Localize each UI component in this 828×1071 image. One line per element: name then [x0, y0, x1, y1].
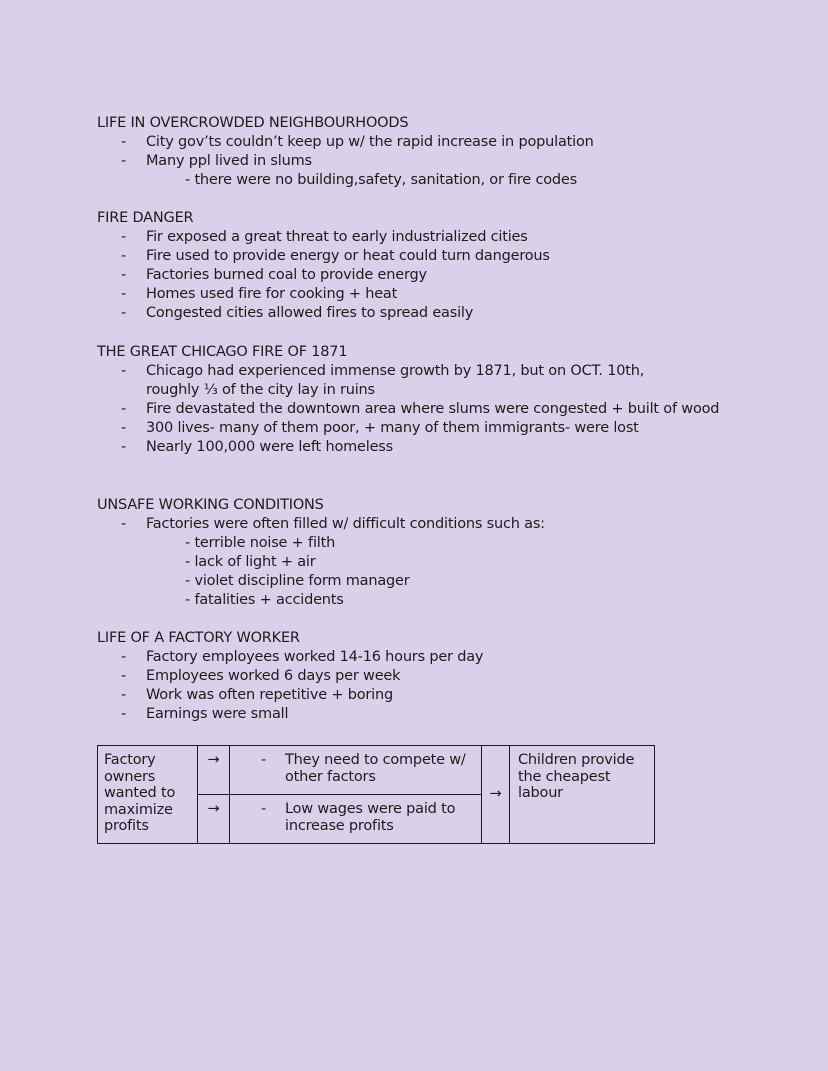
bullet-item: - Factories burned coal to provide energy	[121, 267, 427, 283]
sub-item: - terrible noise + filth	[185, 535, 336, 551]
section-unsafe-conditions	[97, 496, 797, 610]
arrow-icon: →	[198, 746, 230, 795]
result-cell: Children provide the cheapest labour	[510, 746, 655, 844]
bullet-item: - Earnings were small	[121, 706, 289, 722]
bullet-item: - Factories were often filled w/ difficult conditions such as:	[121, 516, 545, 532]
bullet-item: - Fire used to provide energy or heat could turn dangerous	[121, 248, 550, 264]
section-heading: UNSAFE WORKING CONDITIONS	[97, 497, 324, 513]
bullet-item: - Work was often repetitive + boring	[121, 687, 394, 703]
section-heading: LIFE IN OVERCROWDED NEIGHBOURHOODS	[97, 115, 409, 131]
section-heading: THE GREAT CHICAGO FIRE OF 1871	[97, 344, 348, 360]
cause-effect-table	[97, 745, 655, 844]
bullet-item: - 300 lives- many of them poor, + many of them immigrants- were lost	[121, 420, 639, 436]
section-heading: FIRE DANGER	[97, 210, 194, 226]
reason-cell: - They need to compete w/ other factors	[230, 746, 482, 795]
section-factory-worker	[97, 629, 797, 724]
bullet-item: - Nearly 100,000 were left homeless	[121, 439, 394, 455]
bullet-item: - Many ppl lived in slums	[121, 153, 312, 169]
section-heading: LIFE OF A FACTORY WORKER	[97, 630, 300, 646]
bullet-item: - Homes used fire for cooking + heat	[121, 286, 398, 302]
sub-item: - violet discipline form manager	[185, 573, 410, 589]
section-fire-danger	[97, 209, 797, 323]
cause-cell: Factory owners wanted to maximize profits	[98, 746, 198, 844]
bullet-item: - City gov’ts couldn’t keep up w/ the rapid increase in population	[121, 134, 594, 150]
bullet-item: - Fire devastated the downtown area where slums were congested + built of wood	[121, 401, 720, 417]
bullet-item: - Fir exposed a great threat to early industrialized cities	[121, 229, 528, 245]
sub-item: - there were no building,safety, sanitation, or fire codes	[185, 172, 577, 188]
bullet-item: - Chicago had experienced immense growth by 1871, but on OCT. 10th, roughly ⅓ of the city lay in ruins	[121, 363, 645, 398]
bullet-item: - Congested cities allowed fires to spread easily	[121, 305, 474, 321]
section-chicago-fire	[97, 343, 727, 457]
bullet-item: - Employees worked 6 days per week	[121, 668, 401, 684]
bullet-item: - Factory employees worked 14-16 hours per day	[121, 649, 484, 665]
sub-item: - fatalities + accidents	[185, 592, 344, 608]
sub-item: - lack of light + air	[185, 554, 316, 570]
reason-cell: - Low wages were paid to increase profits	[230, 795, 482, 844]
arrow-icon: →	[198, 795, 230, 844]
section-overcrowded	[97, 114, 797, 190]
arrow-icon: →	[482, 746, 510, 844]
